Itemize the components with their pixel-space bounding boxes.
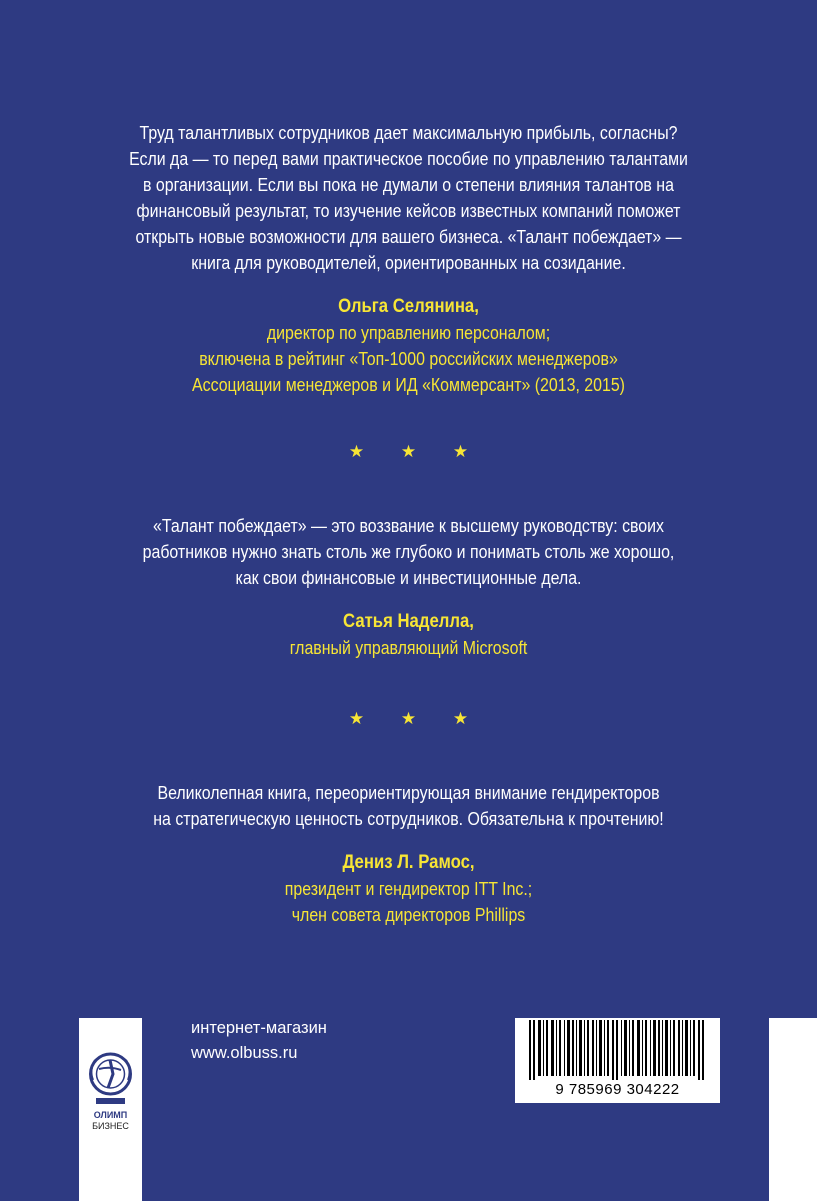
laurel-emblem-icon xyxy=(79,1022,142,1112)
review-author: Дениз Л. Рамос, xyxy=(342,852,475,873)
isbn-number: 9 785969 304222 xyxy=(555,1081,680,1098)
review-block-2 xyxy=(0,513,817,591)
shop-label: интернет-магазин xyxy=(191,1019,327,1037)
shop-info xyxy=(191,1016,327,1066)
shop-url[interactable]: www.olbuss.ru xyxy=(191,1044,298,1062)
logo-title: ОЛИМП xyxy=(93,1110,128,1120)
separator-stars: ★ ★ ★ xyxy=(348,709,485,728)
review-author-block-1 xyxy=(0,294,817,398)
review-text: Великолепная книга, переориентирующая внимание гендиректоров на стратегическую ценность сотрудников. Обязательна к прочтению! xyxy=(153,782,664,829)
review-text: Труд талантливых сотрудников дает максимальную прибыль, согласны? Если да — то перед вами практическое пособие по управлению талантами в организации. Если вы пока не думали о степени влияния талантов на финансовый результат, то изучение кейсов известных компаний поможет открыть новые возможности для вашего бизнеса. «Талант побеждает» — книга для руководителей, ориентированных на созидание. xyxy=(129,122,688,273)
review-author-block-2 xyxy=(0,609,817,661)
review-block-3 xyxy=(0,780,817,832)
review-block-1 xyxy=(0,120,817,276)
review-author-role: президент и гендиректор ITT Inc.; член совета директоров Phillips xyxy=(284,878,533,925)
review-text: «Талант побеждает» — это воззвание к высшему руководству: своих работников нужно знать столь же глубоко и понимать столь же хорошо, как свои финансовые и инвестиционные дела. xyxy=(142,515,675,588)
review-author: Ольга Селянина, xyxy=(338,296,479,317)
logo-subtitle: БИЗНЕС xyxy=(92,1121,129,1131)
review-author-block-3 xyxy=(0,850,817,928)
barcode xyxy=(515,1018,720,1103)
publisher-logo xyxy=(79,1018,142,1201)
review-author-role: главный управляющий Microsoft xyxy=(289,637,528,658)
white-strip xyxy=(769,1018,817,1201)
review-author: Сатья Наделла, xyxy=(343,611,474,632)
separator-stars: ★ ★ ★ xyxy=(348,442,485,461)
review-author-role: директор по управлению персоналом; включена в рейтинг «Топ-1000 российских менеджеров» Ассоциации менеджеров и ИД «Коммерсант» (2013, 2015) xyxy=(192,322,625,395)
barcode-icon xyxy=(515,1020,720,1084)
